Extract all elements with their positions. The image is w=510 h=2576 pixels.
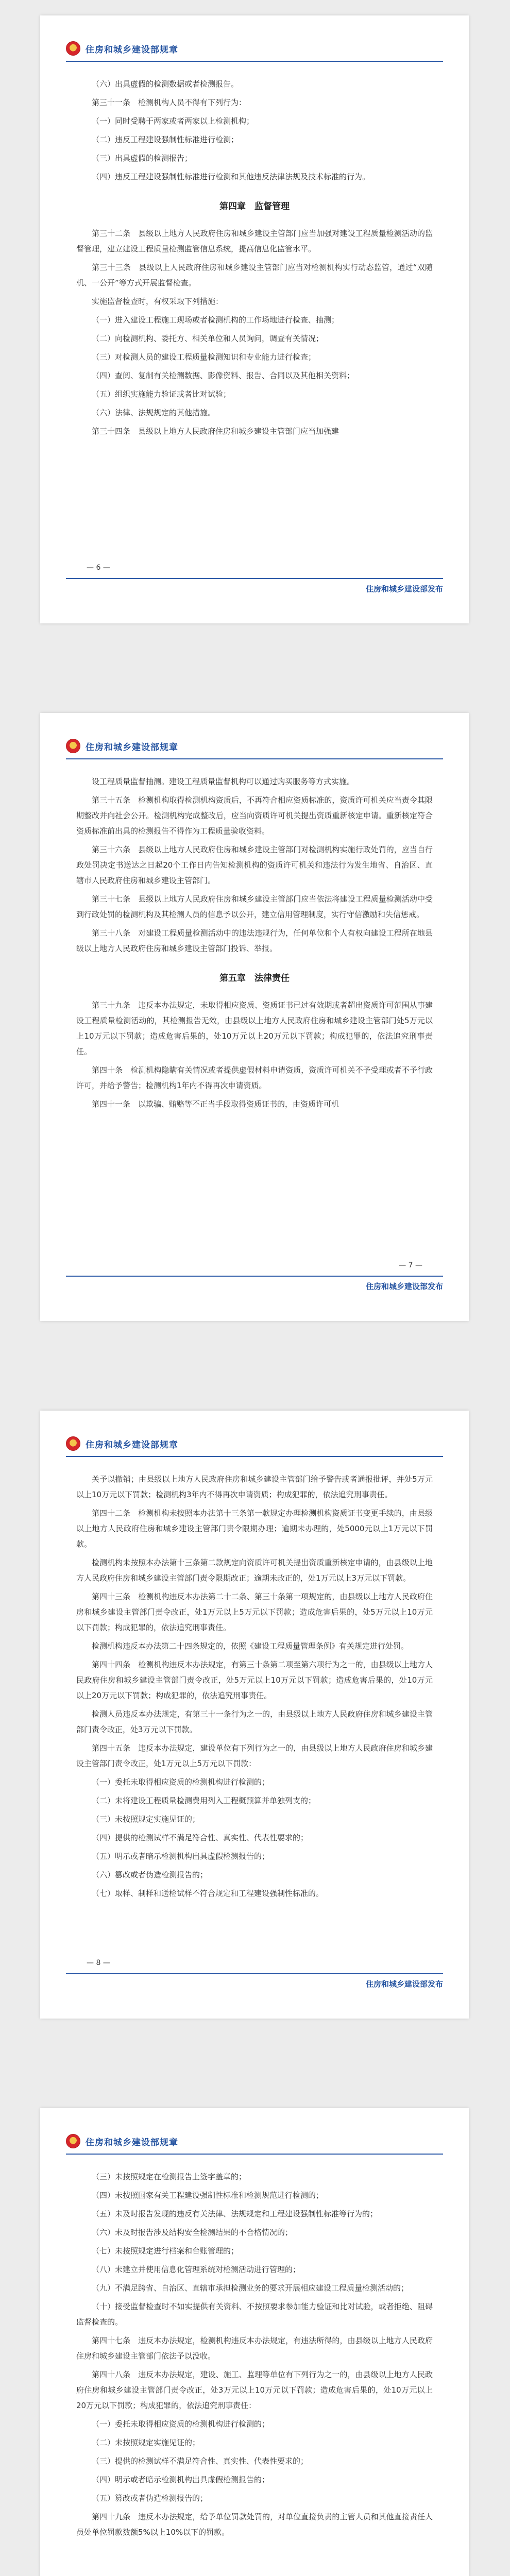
article-paragraph: （三）对检测人员的建设工程质量检测知识和专业能力进行检查； xyxy=(92,352,316,362)
article-paragraph: 第三十四条 县级以上地方人民政府住房和城乡建设主管部门应当加强建 xyxy=(92,427,339,436)
article-paragraph: 第四十四条 检测机构违反本办法规定，有第三十条第二项至第六项行为之一的，由县级以上地方人民政府住房和城乡建设主管部门责令改正，处5万元以上10万元以下罚款；造成危害后果的，处10万元以上20万元以下罚款；构成犯罪的，依法追究刑事责任。 xyxy=(76,1660,433,1700)
article-paragraph: （一）进入建设工程施工现场或者检测机构的工作场地进行检查、抽测； xyxy=(92,315,339,325)
article-paragraph: （四）明示或者暗示检测机构出具虚假检测报告的； xyxy=(92,2475,270,2484)
article-paragraph: （四）未按照国家有关工程建设强制性标准和检测规范进行检测的； xyxy=(92,2191,324,2200)
article-paragraph: （四）查阅、复制有关检测数据、影像资料、报告、合同以及其他相关资料； xyxy=(92,371,355,380)
page-footer xyxy=(66,1261,443,1292)
header-title: 住房和城乡建设部规章 xyxy=(86,45,178,55)
article-paragraph: 第四十条 检测机构隐瞒有关情况或者提供虚假材料申请资质，资质许可机关不予受理或者不予行政许可，并给予警告；检测机构1年内不得再次申请资质。 xyxy=(76,1065,433,1090)
national-emblem-icon xyxy=(66,41,80,56)
article-paragraph: 第四十七条 违反本办法规定，检测机构违反本办法规定，有违法所得的，由县级以上地方人民政府住房和城乡建设主管部门依法予以没收。 xyxy=(76,2336,433,2361)
article-paragraph: （五）组织实施能力验证或者比对试验； xyxy=(92,389,231,399)
document-page xyxy=(40,713,469,1321)
article-paragraph: （十）接受监督检查时不如实提供有关资料、不按照要求参加能力验证和比对试验，或者拒绝、阻碍监督检查的。 xyxy=(76,2302,433,2327)
article-paragraph: （三）提供的检测试样不满足符合性、真实性、代表性要求的； xyxy=(92,2456,309,2466)
article-paragraph: （八）未建立并使用信息化管理系统对检测活动进行管理的； xyxy=(92,2265,301,2274)
page-header xyxy=(66,1435,443,1457)
article-paragraph: 第四十九条 违反本办法规定，给予单位罚款处罚的，对单位直接负责的主管人员和其他直接责任人员处单位罚款数额5%以上10%以下的罚款。 xyxy=(76,2512,433,2537)
article-paragraph: （一）委托未取得相应资质的检测机构进行检测的； xyxy=(92,2419,270,2429)
article-paragraph: （一）委托未取得相应资质的检测机构进行检测的； xyxy=(92,1777,270,1787)
page-footer xyxy=(66,1959,443,1990)
article-paragraph: （四）违反工程建设强制性标准进行检测和其他违反法律法规及技术标准的行为。 xyxy=(92,172,370,181)
article-paragraph: （三）出具虚假的检测报告； xyxy=(92,154,193,163)
page-footer xyxy=(66,564,443,595)
article-paragraph: 第四十一条 以欺骗、贿赂等不正当手段取得资质证书的，由资质许可机 xyxy=(92,1099,339,1109)
footer-divider xyxy=(66,1973,443,1974)
page-header xyxy=(66,738,443,759)
article-paragraph: （二）向检测机构、委托方、相关单位和人员询问，调查有关情况； xyxy=(92,334,324,343)
article-paragraph: 检测机构违反本办法第二十四条规定的，依照《建设工程质量管理条例》有关规定进行处罚。 xyxy=(92,1641,409,1651)
article-paragraph: 第四十八条 违反本办法规定，建设、施工、监理等单位有下列行为之一的，由县级以上地方人民政府住房和城乡建设主管部门责令改正，处3万元以上10万元以下罚款；造成危害后果的，处10万元以上20万元以下罚款；构成犯罪的，依法追究刑事责任： xyxy=(76,2370,433,2410)
header-title: 住房和城乡建设部规章 xyxy=(86,1440,178,1450)
footer-brand: 住房和城乡建设部发布 xyxy=(365,584,443,594)
article-paragraph: （七）未按照规定进行档案和台账管理的； xyxy=(92,2246,239,2256)
article-paragraph: 第四十二条 检测机构未按照本办法第十三条第一款规定办理检测机构资质证书变更手续的，由县级以上地方人民政府住房和城乡建设主管部门责令限期办理；逾期未办理的，处5000元以上1万元以下罚款。 xyxy=(76,1509,433,1549)
article-paragraph: 第三十八条 对建设工程质量检测活动中的违法违规行为，任何单位和个人有权向建设工程所在地县级以上地方人民政府住房和城乡建设主管部门投诉、举报。 xyxy=(76,928,433,953)
article-paragraph: （五）明示或者暗示检测机构出具虚假检测报告的； xyxy=(92,1852,270,1861)
national-emblem-icon xyxy=(66,739,80,753)
article-paragraph: （九）不满足跨省、自治区、直辖市承担检测业务的要求开展相应建设工程质量检测活动的； xyxy=(92,2283,409,2293)
page-number: — 7 — xyxy=(399,1261,422,1269)
article-paragraph: （七）取样、制样和送检试样不符合规定和工程建设强制性标准的。 xyxy=(92,1889,324,1898)
article-paragraph: 实施监督检查时，有权采取下列措施： xyxy=(92,297,224,306)
article-paragraph: 设工程质量监督抽测。建设工程质量监督机构可以通过购买服务等方式实施。 xyxy=(92,777,355,786)
header-title: 住房和城乡建设部规章 xyxy=(86,2138,178,2148)
article-paragraph: 第四十三条 检测机构违反本办法第二十二条、第三十条第一项规定的，由县级以上地方人民政府住房和城乡建设主管部门责令改正，处1万元以上5万元以下罚款；造成危害后果的，处5万元以上10万元以下罚款；构成犯罪的，依法追究刑事责任。 xyxy=(76,1592,433,1632)
page-header xyxy=(66,40,443,62)
national-emblem-icon xyxy=(66,2134,80,2148)
chapter-heading: 第四章 监督管理 xyxy=(219,201,290,212)
article-paragraph: （二）违反工程建设强制性标准进行检测； xyxy=(92,135,239,144)
article-paragraph: 第四十五条 违反本办法规定，建设单位有下列行为之一的，由县级以上地方人民政府住房和城乡建设主管部门责令改正，处1万元以上5万元以下罚款： xyxy=(76,1743,433,1768)
article-paragraph: 检测机构未按照本办法第十三条第二款规定向资质许可机关提出资质重新核定申请的，由县级以上地方人民政府住房和城乡建设主管部门责令限期改正；逾期未改正的，处1万元以上3万元以下罚款。 xyxy=(76,1558,433,1583)
article-paragraph: 第三十二条 县级以上地方人民政府住房和城乡建设主管部门应当加强对建设工程质量检测活动的监督管理，建立建设工程质量检测监管信息系统，提高信息化监管水平。 xyxy=(76,229,433,253)
article-paragraph: 第三十三条 县级以上人民政府住房和城乡建设主管部门应当对检测机构实行动态监管，通过“双随机、一公开”等方式开展监督检查。 xyxy=(76,263,433,287)
footer-brand: 住房和城乡建设部发布 xyxy=(365,1979,443,1989)
footer-divider xyxy=(66,1276,443,1277)
article-paragraph: （五）篡改或者伪造检测报告的； xyxy=(92,2494,208,2503)
article-paragraph: （六）篡改或者伪造检测报告的； xyxy=(92,1870,208,1879)
page-content xyxy=(76,76,433,442)
page-content xyxy=(76,774,433,1115)
article-paragraph: （五）未及时报告发现的违反有关法律、法规规定和工程建设强制性标准等行为的； xyxy=(92,2209,378,2218)
document-page xyxy=(40,2108,469,2576)
article-paragraph: （三）未按照规定在检测报告上签字盖章的； xyxy=(92,2172,247,2181)
article-paragraph: 第三十一条 检测机构人员不得有下列行为： xyxy=(92,98,247,107)
footer-brand: 住房和城乡建设部发布 xyxy=(365,1282,443,1291)
article-paragraph: （六）出具虚假的检测数据或者检测报告。 xyxy=(92,79,239,89)
page-number: — 8 — xyxy=(87,1959,110,1967)
footer-divider xyxy=(66,578,443,579)
article-paragraph: 关予以撤销；由县级以上地方人民政府住房和城乡建设主管部门给予警告或者通报批评，并处5万元以上10万元以下罚款；检测机构3年内不得再次申请资质；构成犯罪的，依法追究刑事责任。 xyxy=(76,1475,433,1499)
article-paragraph: （三）未按照规定实施见证的； xyxy=(92,1815,200,1824)
header-title: 住房和城乡建设部规章 xyxy=(86,742,178,753)
article-paragraph: 第三十九条 违反本办法规定，未取得相应资质、资质证书已过有效期或者超出资质许可范围从事建设工程质量检测活动的，其检测报告无效，由县级以上地方人民政府住房和城乡建设主管部门处5万元以上10万元以下罚款；造成危害后果的，处10万元以上20万元以下罚款；构成犯罪的，依法追究刑事责任。 xyxy=(76,1001,433,1056)
document-page xyxy=(40,1411,469,2019)
document-page xyxy=(40,15,469,623)
page-header xyxy=(66,2133,443,2155)
article-paragraph: （六）法律、法规规定的其他措施。 xyxy=(92,408,216,417)
page-content xyxy=(76,1471,433,1904)
article-paragraph: 第三十六条 县级以上地方人民政府住房和城乡建设主管部门对检测机构实施行政处罚的，应当自行政处罚决定书送达之日起20个工作日内告知检测机构的资质许可机关和违法行为发生地省、自治区、直辖市人民政府住房和城乡建设主管部门。 xyxy=(76,845,433,885)
article-paragraph: 检测人员违反本办法规定，有第三十一条行为之一的，由县级以上地方人民政府住房和城乡建设主管部门责令改正，处3万元以下罚款。 xyxy=(76,1709,433,1734)
article-paragraph: （六）未及时报告涉及结构安全检测结果的不合格情况的； xyxy=(92,2228,293,2237)
article-paragraph: （四）提供的检测试样不满足符合性、真实性、代表性要求的； xyxy=(92,1833,309,1842)
article-paragraph: （二）未按照规定实施见证的； xyxy=(92,2438,200,2447)
article-paragraph: 第三十七条 县级以上地方人民政府住房和城乡建设主管部门应当依法将建设工程质量检测活动中受到行政处罚的检测机构及其检测人员的信息予以公开，建立信用管理制度，实行守信激励和失信惩戒。 xyxy=(76,894,433,919)
national-emblem-icon xyxy=(66,1436,80,1451)
page-content xyxy=(76,2169,433,2543)
chapter-heading: 第五章 法律责任 xyxy=(219,973,290,984)
page-number: — 6 — xyxy=(87,564,110,572)
article-paragraph: （二）未将建设工程质量检测费用列入工程概预算并单独列支的； xyxy=(92,1796,316,1805)
article-paragraph: 第三十五条 检测机构取得检测机构资质后，不再符合相应资质标准的，资质许可机关应当责令其限期整改并向社会公开。检测机构完成整改后，应当向资质许可机关提出资质重新核定申请。重新核定符合资质标准前出具的检测报告不得作为工程质量验收资料。 xyxy=(76,795,433,836)
article-paragraph: （一）同时受聘于两家或者两家以上检测机构； xyxy=(92,116,254,126)
